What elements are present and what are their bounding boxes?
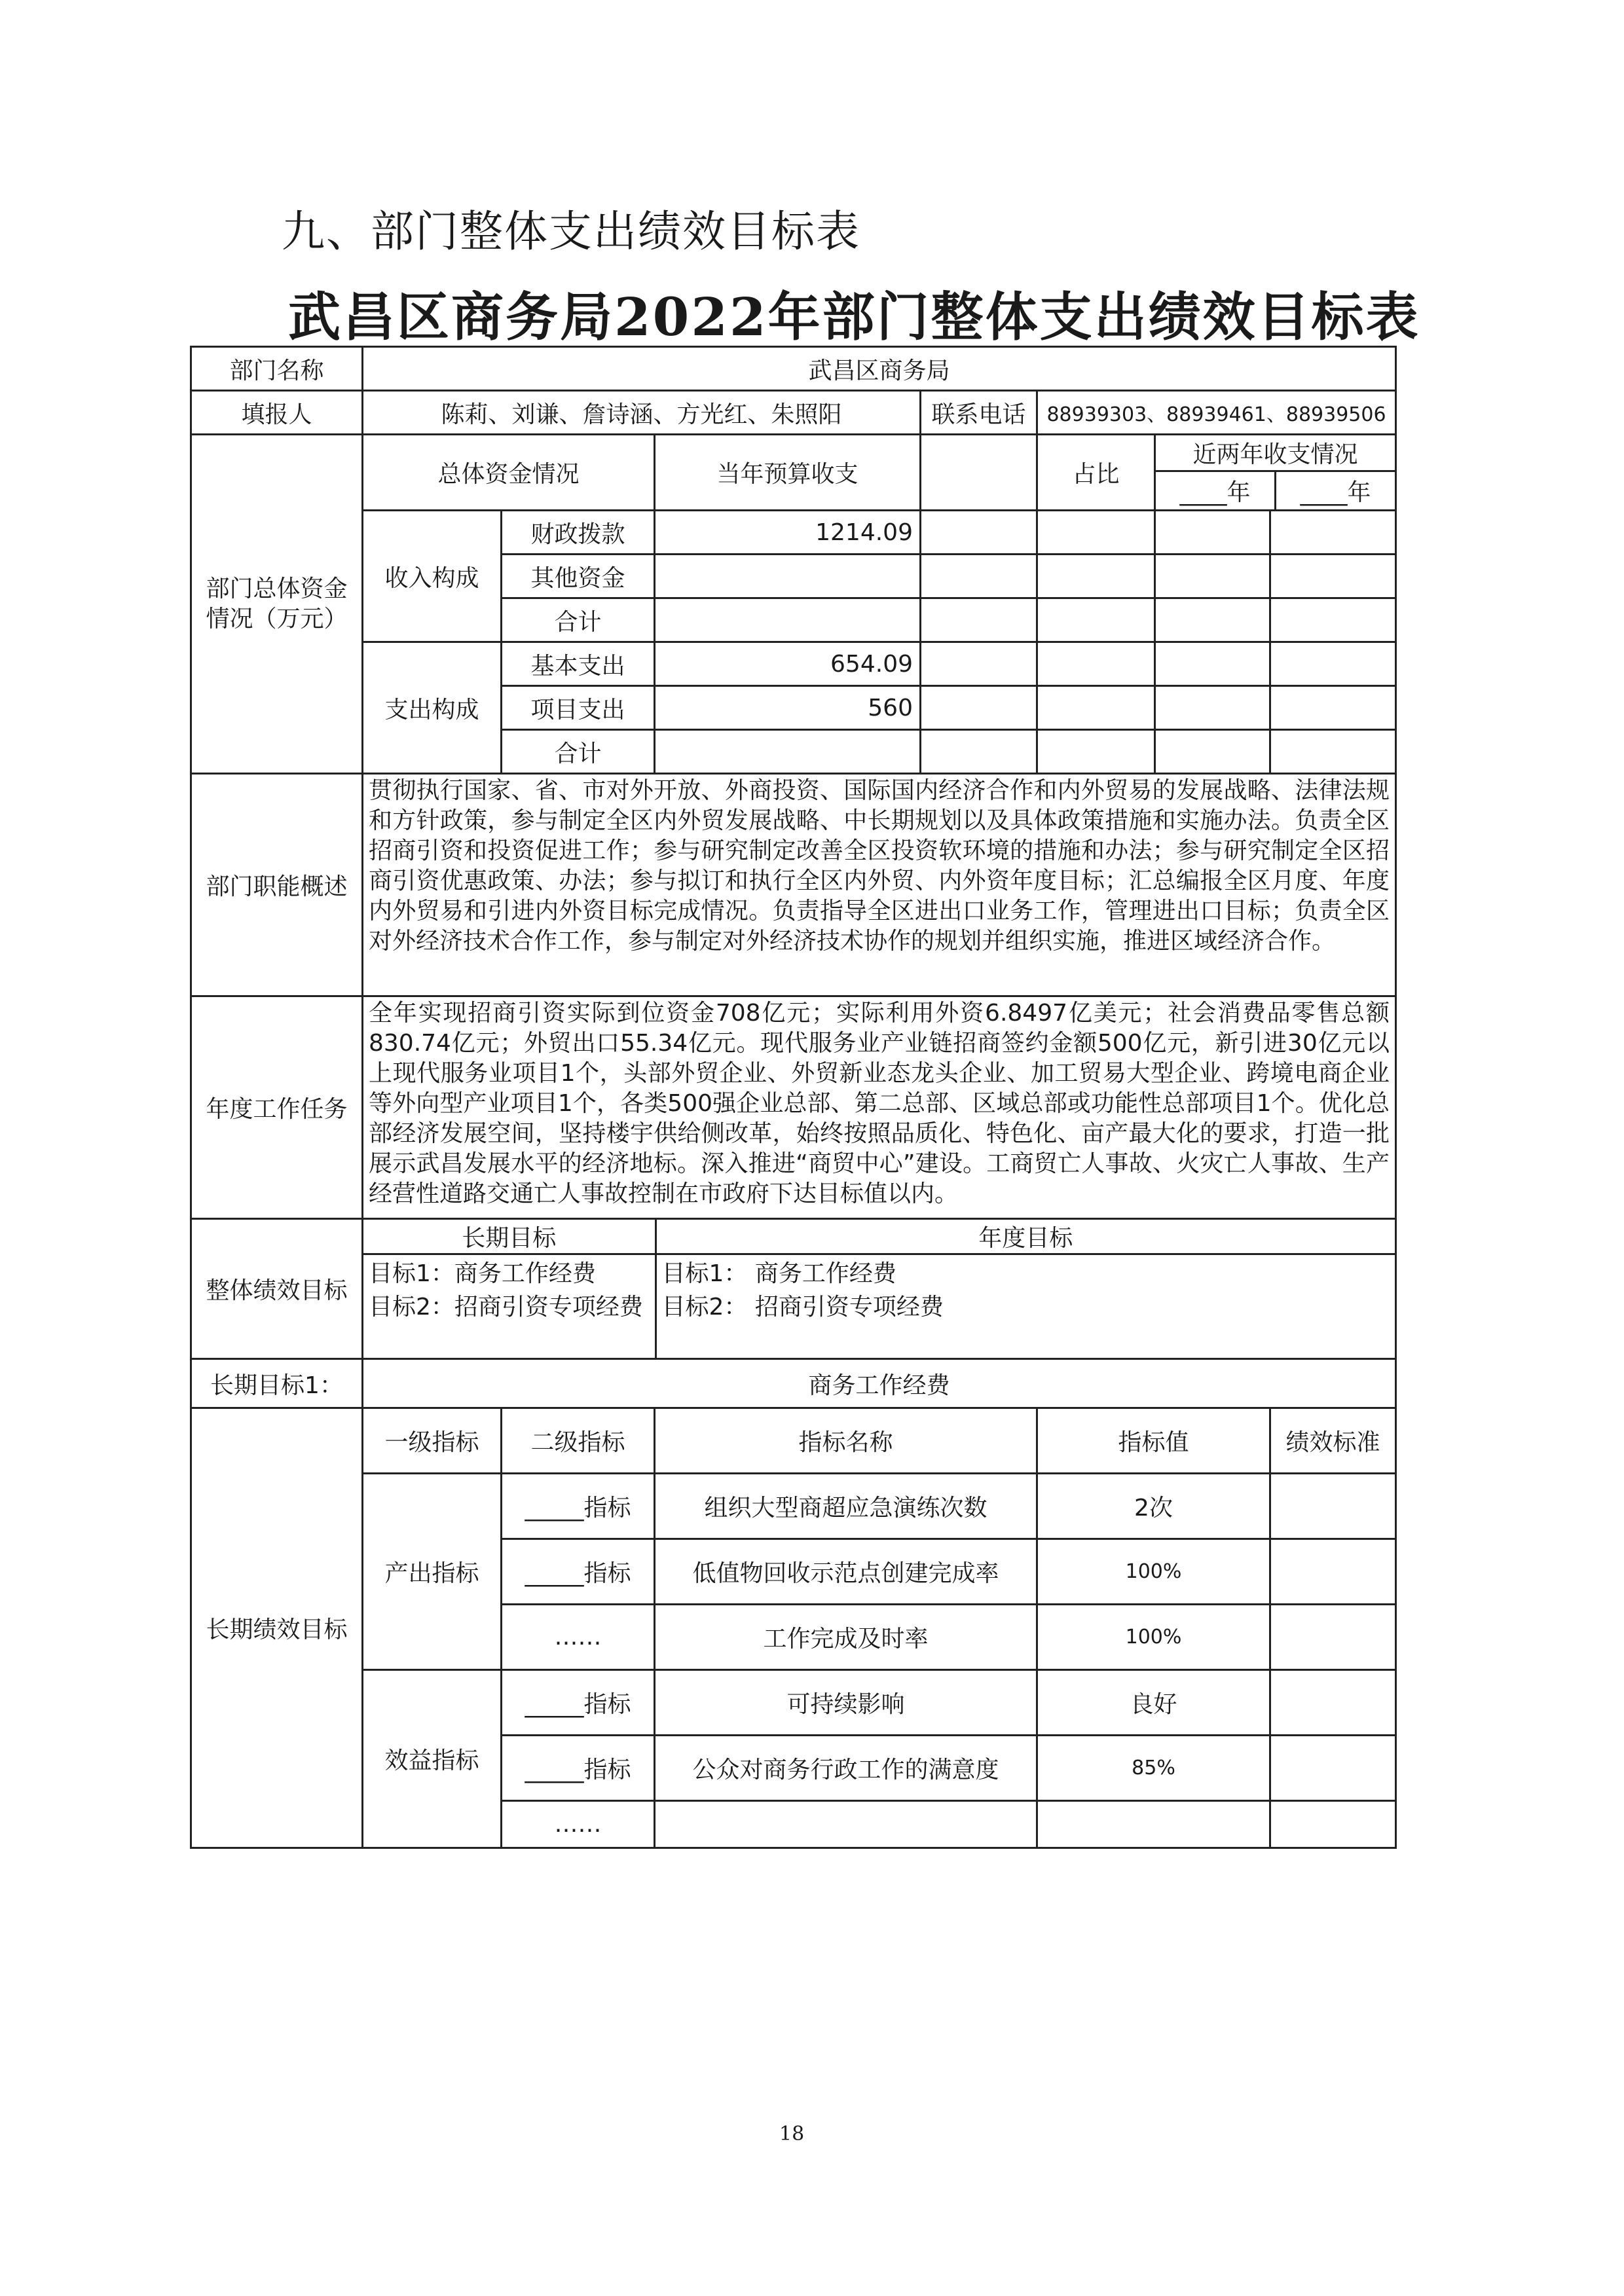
annual-goal-item: 目标2： 招商引资专项经费 — [661, 1294, 944, 1321]
funds-col-budget: 当年预算收支 — [655, 435, 921, 511]
indicator-header: 一级指标 — [363, 1408, 502, 1474]
recent-year-a: ____年 — [1156, 471, 1276, 509]
indicator-level2: …… — [502, 1801, 655, 1848]
performance-target-table — [190, 346, 1397, 1849]
output-indicator-label: 产出指标 — [363, 1474, 502, 1670]
long-goal-item: 目标2：招商引资专项经费 — [363, 1288, 655, 1322]
function-label: 部门职能概述 — [191, 774, 363, 996]
indicator-name: 公众对商务行政工作的满意度 — [655, 1736, 1037, 1801]
income-item-value — [655, 555, 921, 598]
benefit-indicator-label: 效益指标 — [363, 1670, 502, 1848]
income-item-name: 合计 — [502, 598, 655, 642]
function-text: 贯彻执行国家、省、市对外开放、外商投资、国际国内经济合作和内外贸易的发展战略、法律法规和方针政策，参与制定全区内外贸发展战略、中长期规划以及具体政策措施和实施办法。负责全区招商引资和投资促进工作；参与研究制定改善全区投资软环境的措施和办法；参与研究制定全区招商引资优惠政策、办法；参与拟订和执行全区内外贸、内外资年度目标；汇总编报全区月度、年度内外贸易和引进内外资目标完成情况。负责指导全区进出口业务工作，管理进出口目标；负责全区对外经济技术合作工作，参与制定对外经济技术协作的规划并组织实施，推进区域经济合作。 — [363, 774, 1396, 996]
phone-label: 联系电话 — [921, 391, 1037, 435]
indicator-name — [655, 1801, 1037, 1848]
recent-year-b: ____年 — [1300, 479, 1371, 506]
dept-name-value: 武昌区商务局 — [363, 347, 1396, 391]
income-item-value: 1214.09 — [655, 511, 921, 555]
indicator-standard — [1270, 1801, 1396, 1848]
indicator-standard — [1270, 1736, 1396, 1801]
indicator-value: 良好 — [1037, 1670, 1270, 1736]
indicator-standard — [1270, 1605, 1396, 1670]
dept-name-label: 部门名称 — [191, 347, 363, 391]
annual-goals-header: 年度目标 — [655, 1220, 1395, 1254]
indicator-value — [1037, 1801, 1270, 1848]
expense-item-name: 项目支出 — [502, 686, 655, 730]
income-label: 收入构成 — [363, 511, 502, 642]
indicator-name: 组织大型商超应急演练次数 — [655, 1474, 1037, 1539]
expense-item-value: 654.09 — [655, 642, 921, 686]
funds-col-total: 总体资金情况 — [363, 435, 655, 511]
expense-item-name: 合计 — [502, 730, 655, 774]
funds-row-label: 部门总体资金情况（万元） — [191, 435, 363, 774]
annual-task-text: 全年实现招商引资实际到位资金708亿元；实际利用外资6.8497亿美元；社会消费品零售总额830.74亿元；外贸出口55.34亿元。现代服务业产业链招商签约金额500亿元，新引进30亿元以上现代服务业项目1个，头部外贸企业、外贸新业态龙头企业、加工贸易大型企业、跨境电商企业等外向型产业项目1个，各类500强企业总部、第二总部、区域总部或功能性总部项目1个。优化总部经济发展空间，坚持楼宇供给侧改革，始终按照品质化、特色化、亩产最大化的要求，打造一批展示武昌发展水平的经济地标。深入推进“商贸中心”建设。工商贸亡人事故、火灾亡人事故、生产经营性道路交通亡人事故控制在市政府下达目标值以内。 — [363, 996, 1396, 1219]
indicator-header: 指标值 — [1037, 1408, 1270, 1474]
funds-col-blank — [921, 435, 1037, 511]
indicator-level2: _____指标 — [502, 1474, 655, 1539]
indicator-standard — [1270, 1474, 1396, 1539]
overall-label: 整体绩效目标 — [191, 1219, 363, 1359]
phone-value: 88939303、88939461、88939506 — [1037, 391, 1396, 435]
filler-label: 填报人 — [191, 391, 363, 435]
long-goals-header: 长期目标 — [363, 1220, 655, 1254]
long-goal1-value: 商务工作经费 — [363, 1359, 1396, 1408]
indicator-header: 指标名称 — [655, 1408, 1037, 1474]
indicator-level2: _____指标 — [502, 1736, 655, 1801]
indicator-header: 二级指标 — [502, 1408, 655, 1474]
annual-goal-item: 目标1： 商务工作经费 — [661, 1260, 896, 1287]
income-item-name: 财政拨款 — [502, 511, 655, 555]
page-number: 18 — [779, 2123, 805, 2145]
expense-item-value: 560 — [655, 686, 921, 730]
section-title: 九、部门整体支出绩效目标表 — [282, 206, 860, 257]
indicators-label: 长期绩效目标 — [191, 1408, 363, 1848]
indicator-standard — [1270, 1539, 1396, 1605]
income-item-value — [655, 598, 921, 642]
funds-col-ratio: 占比 — [1037, 435, 1155, 511]
indicator-value: 100% — [1037, 1605, 1270, 1670]
income-item-name: 其他资金 — [502, 555, 655, 598]
indicator-value: 85% — [1037, 1736, 1270, 1801]
long-goal1-label: 长期目标1： — [191, 1359, 363, 1408]
indicator-standard — [1270, 1670, 1396, 1736]
document-title: 武昌区商务局2022年部门整体支出绩效目标表 — [288, 286, 1420, 348]
annual-task-label: 年度工作任务 — [191, 996, 363, 1219]
indicator-level2: _____指标 — [502, 1670, 655, 1736]
indicator-value: 100% — [1037, 1539, 1270, 1605]
long-goal-item: 目标1：商务工作经费 — [363, 1254, 655, 1289]
recent-header: 近两年收支情况 — [1156, 436, 1395, 471]
expense-item-value — [655, 730, 921, 774]
expense-item-name: 基本支出 — [502, 642, 655, 686]
indicator-name: 可持续影响 — [655, 1670, 1037, 1736]
indicator-level2: …… — [502, 1605, 655, 1670]
funds-col-recent — [1155, 435, 1396, 511]
filler-value: 陈莉、刘谦、詹诗涵、方光红、朱照阳 — [363, 391, 921, 435]
expense-label: 支出构成 — [363, 642, 502, 774]
overall-goals — [363, 1219, 1396, 1359]
indicator-name: 低值物回收示范点创建完成率 — [655, 1539, 1037, 1605]
indicator-level2: _____指标 — [502, 1539, 655, 1605]
indicator-name: 工作完成及时率 — [655, 1605, 1037, 1670]
indicator-value: 2次 — [1037, 1474, 1270, 1539]
indicator-header: 绩效标准 — [1270, 1408, 1396, 1474]
